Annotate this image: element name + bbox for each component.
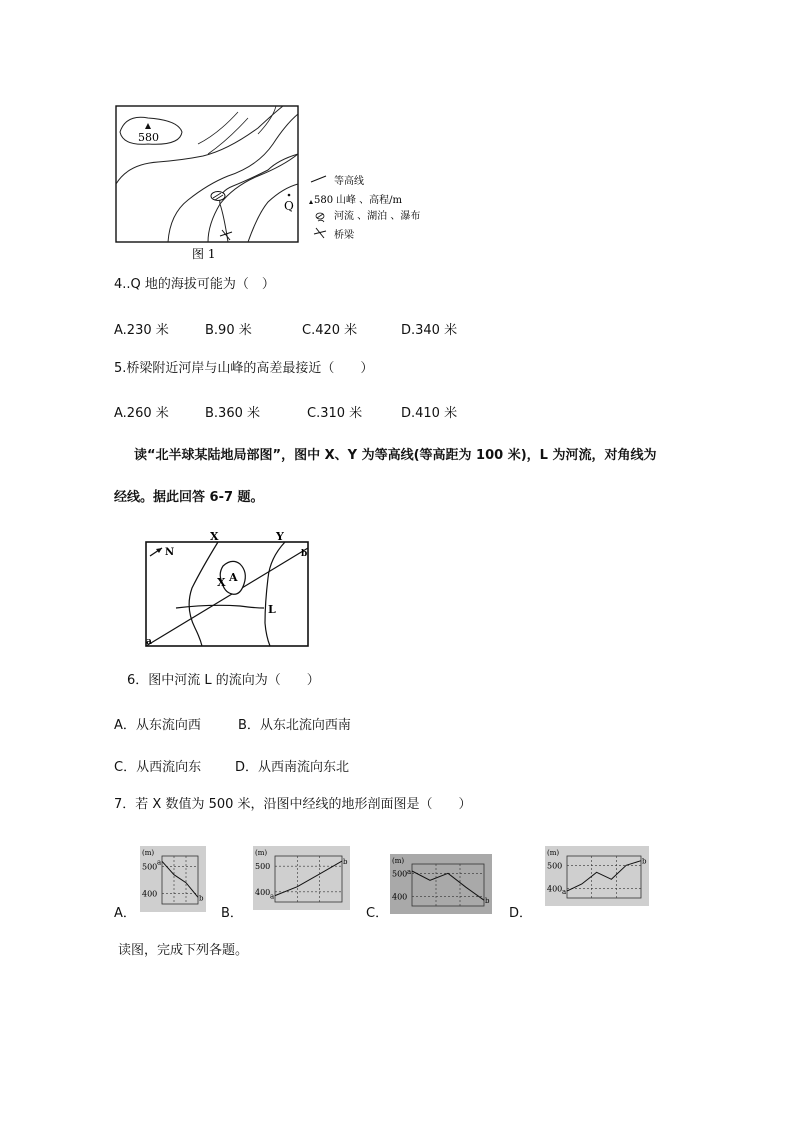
tick-label: 400: [547, 884, 563, 894]
plot-frame: [275, 856, 342, 902]
footer-instruction: 读图，完成下列各题。: [118, 943, 249, 958]
legend-peak-label: 山峰 、高程/m: [336, 195, 403, 206]
endpoint-b-label: b: [485, 897, 490, 906]
tick-label: 400: [142, 889, 158, 899]
q5-option-b[interactable]: B.360 米: [205, 406, 260, 421]
peak-value: 580: [138, 131, 159, 144]
contour-line-icon: [311, 176, 326, 182]
corner-a-label: a: [146, 637, 152, 647]
tick-label: 500: [142, 862, 158, 872]
profile-chart-d: [545, 846, 649, 906]
legend-water-label: 河流 、湖泊 、瀑布: [334, 211, 421, 222]
q5-option-c[interactable]: C.310 米: [307, 406, 363, 421]
intro-line-2: 经线。据此回答 6-7 题。: [114, 490, 264, 505]
profile-chart-c: [390, 854, 492, 914]
profile-chart-b: [253, 846, 350, 910]
endpoint-a-label: a: [407, 868, 412, 876]
q7-option-c[interactable]: C．: [366, 906, 389, 921]
figure2-local-map: [140, 528, 315, 650]
unit-label: (m): [547, 849, 560, 857]
q6-option-a[interactable]: A．从东流向西: [114, 718, 201, 733]
endpoint-b-label: b: [642, 857, 647, 866]
tick-label: 500: [255, 862, 271, 872]
tick-label: 400: [392, 892, 408, 902]
endpoint-a-label: a: [562, 888, 567, 896]
plot-frame: [567, 856, 641, 898]
figure1-caption: 图 1: [192, 247, 216, 261]
a-label: A: [229, 571, 238, 584]
tick-label: 500: [547, 861, 563, 871]
unit-label: (m): [142, 849, 155, 857]
north-label: N: [165, 547, 175, 558]
x-label: X: [210, 530, 219, 543]
q7-option-a[interactable]: A．: [114, 906, 136, 921]
q6-option-b[interactable]: B．从东北流向西南: [238, 718, 351, 733]
q-label: Q: [284, 199, 294, 213]
intro-line-1: 读“北半球某陆地局部图”，图中 X、Y 为等高线(等高距为 100 米)，L 为河流，对角线为: [134, 448, 657, 463]
unit-label: (m): [392, 857, 405, 865]
q4-option-b[interactable]: B.90 米: [205, 323, 252, 338]
q4-option-a[interactable]: A.230 米: [114, 323, 169, 338]
q5-option-d[interactable]: D.410 米: [401, 406, 458, 421]
lake-icon: [211, 192, 225, 201]
peak-triangle-icon: [309, 200, 313, 204]
endpoint-a-label: a: [157, 858, 162, 867]
q6-option-d[interactable]: D．从西南流向东北: [235, 760, 350, 775]
q5-option-a[interactable]: A.260 米: [114, 406, 169, 421]
endpoint-b-label: b: [199, 894, 204, 903]
q7-option-b[interactable]: B．: [221, 906, 243, 921]
q6-option-c[interactable]: C．从西流向东: [114, 760, 202, 775]
endpoint-b-label: b: [343, 858, 348, 867]
q4-stem: 4..Q 地的海拔可能为（ ）: [114, 277, 275, 292]
q4-option-c[interactable]: C.420 米: [302, 323, 358, 338]
unit-label: (m): [255, 849, 268, 857]
waterfall-icon: [316, 213, 324, 222]
q-point-icon: [288, 194, 291, 197]
endpoint-a-label: a: [270, 892, 275, 901]
tick-label: 500: [392, 869, 408, 879]
profile-line: [412, 871, 484, 900]
q7-option-d[interactable]: D．: [509, 906, 533, 921]
legend-bridge-label: 桥梁: [334, 230, 354, 241]
plot-frame: [412, 864, 484, 906]
q6-stem: 6．图中河流 L 的流向为（ ）: [127, 673, 320, 688]
q7-stem: 7．若 X 数值为 500 米，沿图中经线的地形剖面图是（ ）: [114, 797, 472, 812]
q4-option-d[interactable]: D.340 米: [401, 323, 458, 338]
tick-label: 400: [255, 887, 271, 897]
profile-chart-a: [140, 846, 206, 912]
bridge-icon: [314, 228, 326, 238]
plot-frame: [162, 856, 198, 904]
y-label: Y: [276, 530, 284, 543]
corner-b-label: b: [301, 549, 308, 559]
legend-peak-value: 580: [314, 195, 334, 206]
q5-stem: 5.桥梁附近河岸与山峰的高差最接近（ ）: [114, 361, 374, 376]
legend-contour-label: 等高线: [334, 176, 364, 187]
figure1-contour-map: [108, 104, 428, 262]
x-inner-label: X: [217, 576, 226, 589]
l-label: L: [268, 603, 276, 616]
